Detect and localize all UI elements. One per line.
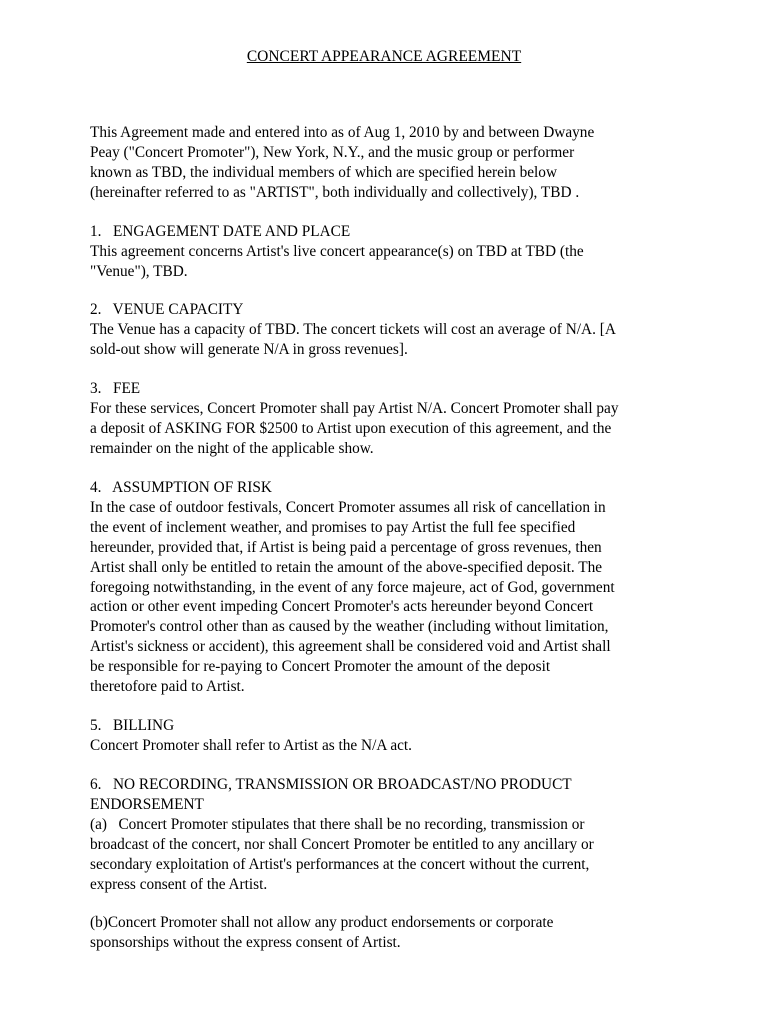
section-line: Artist shall only be entitled to retain the amount of the above-specified deposit. The xyxy=(90,558,603,576)
section-heading: 1. ENGAGEMENT DATE AND PLACE xyxy=(90,223,351,240)
intro-line: This Agreement made and entered into as of Aug 1, 2010 by and between Dwayne xyxy=(90,124,595,141)
section-line: In the case of outdoor festivals, Concert Promoter assumes all risk of cancellation in xyxy=(90,498,606,516)
section-line: action or other event impeding Concert Promoter's acts hereunder beyond Concert xyxy=(90,598,594,616)
section-3 xyxy=(90,379,690,459)
paragraph-a-line: secondary exploitation of Artist's performances at the concert without the current, xyxy=(90,855,590,873)
intro-line: known as TBD, the individual members of which are specified herein below xyxy=(90,163,557,181)
section-line: foregoing notwithstanding, in the event of any force majeure, act of God, government xyxy=(90,578,615,596)
intro-line: Peay ("Concert Promoter"), New York, N.Y., and the music group or performer xyxy=(90,143,575,161)
section-heading: 6. NO RECORDING, TRANSMISSION OR BROADCAST/NO PRODUCT xyxy=(90,776,572,793)
section-2 xyxy=(90,300,690,360)
section-line: sold-out show will generate N/A in gross revenues]. xyxy=(90,340,408,358)
section-line: the event of inclement weather, and promises to pay Artist the full fee specified xyxy=(90,518,576,536)
section-line: "Venue"), TBD. xyxy=(90,262,188,280)
section-line: Artist's sickness or accident), this agreement shall be considered void and Artist shall xyxy=(90,638,611,656)
paragraph-a-line: express consent of the Artist. xyxy=(90,875,268,893)
section-heading: 4. ASSUMPTION OF RISK xyxy=(90,479,272,496)
section-heading: 2. VENUE CAPACITY xyxy=(90,301,244,318)
paragraph-a-line: (a) Concert Promoter stipulates that there shall be no recording, transmission or xyxy=(90,815,585,833)
section-line: For these services, Concert Promoter shall pay Artist N/A. Concert Promoter shall pay xyxy=(90,399,619,417)
paragraph-a-line: broadcast of the concert, nor shall Concert Promoter be entitled to any ancillary or xyxy=(90,835,594,853)
section-line: This agreement concerns Artist's live concert appearance(s) on TBD at TBD (the xyxy=(90,242,584,260)
section-line: The Venue has a capacity of TBD. The concert tickets will cost an average of N/A. [A xyxy=(90,320,616,338)
intro-line: (hereinafter referred to as "ARTIST", both individually and collectively), TBD . xyxy=(90,183,580,201)
section-5 xyxy=(90,716,690,756)
section-line: Promoter's control other than as caused by the weather (including without limitation, xyxy=(90,618,609,636)
section-heading: ENDORSEMENT xyxy=(90,795,204,813)
section-line: remainder on the night of the applicable show. xyxy=(90,439,374,457)
section-6 xyxy=(90,775,690,894)
section-4 xyxy=(90,478,690,697)
section-heading: 3. FEE xyxy=(90,380,141,397)
section-line: theretofore paid to Artist. xyxy=(90,678,245,696)
paragraph-b-line: (b)Concert Promoter shall not allow any product endorsements or corporate xyxy=(90,914,554,931)
section-line: Concert Promoter shall refer to Artist as the N/A act. xyxy=(90,736,413,754)
section-heading: 5. BILLING xyxy=(90,717,175,734)
section-6-paragraph-b xyxy=(90,913,690,953)
section-line: hereunder, provided that, if Artist is being paid a percentage of gross revenues, then xyxy=(90,538,602,556)
intro-paragraph xyxy=(90,123,690,203)
section-1 xyxy=(90,222,690,282)
section-line: a deposit of ASKING FOR $2500 to Artist upon execution of this agreement, and the xyxy=(90,419,612,437)
paragraph-b-line: sponsorships without the express consent of Artist. xyxy=(90,933,401,951)
document-title: CONCERT APPEARANCE AGREEMENT xyxy=(246,48,522,65)
section-line: be responsible for re-paying to Concert Promoter the amount of the deposit xyxy=(90,658,551,676)
